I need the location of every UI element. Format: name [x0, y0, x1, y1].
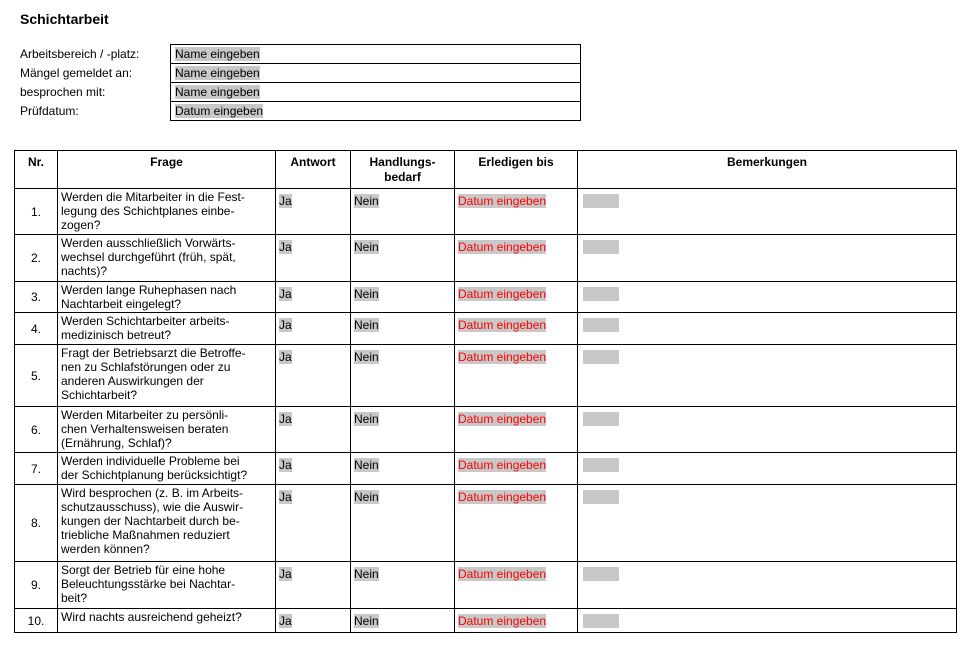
- question-text: Wird nachts ausreichend geheizt?: [58, 609, 276, 633]
- question-text: Werden Schichtarbeiter arbeits- medizinisch betreut?: [58, 313, 276, 345]
- due-date-value: Datum eingeben: [458, 240, 547, 254]
- action-needed-field[interactable]: [351, 313, 455, 345]
- action-needed-value: Nein: [354, 318, 379, 332]
- answer-value: Ja: [279, 240, 292, 254]
- row-number: 8.: [15, 485, 58, 562]
- due-date-field[interactable]: [455, 453, 578, 485]
- table-row: [15, 485, 957, 562]
- remarks-input-box[interactable]: [583, 318, 619, 332]
- remarks-field[interactable]: [578, 609, 957, 633]
- field-value: Name eingeben: [175, 85, 260, 99]
- due-date-field[interactable]: [455, 345, 578, 407]
- question-text: Werden lange Ruhephasen nach Nachtarbeit eingelegt?: [58, 282, 276, 313]
- answer-value: Ja: [279, 614, 292, 628]
- row-number: 5.: [15, 345, 58, 407]
- due-date-value: Datum eingeben: [458, 350, 547, 364]
- due-date-value: Datum eingeben: [458, 567, 547, 581]
- remarks-field[interactable]: [578, 313, 957, 345]
- action-needed-field[interactable]: [351, 485, 455, 562]
- due-date-field[interactable]: [455, 189, 578, 235]
- header-nr: Nr.: [15, 151, 58, 189]
- row-number: 2.: [15, 235, 58, 282]
- header-bemerkungen: Bemerkungen: [578, 151, 957, 189]
- table-row: [15, 609, 957, 633]
- action-needed-value: Nein: [354, 412, 379, 426]
- question-text: Sorgt der Betrieb für eine hohe Beleuchtungsstärke bei Nachtar- beit?: [58, 562, 276, 609]
- action-needed-field[interactable]: [351, 189, 455, 235]
- maengel-field[interactable]: [170, 63, 581, 82]
- remarks-field[interactable]: [578, 453, 957, 485]
- row-number: 6.: [15, 407, 58, 453]
- due-date-value: Datum eingeben: [458, 194, 547, 208]
- due-date-value: Datum eingeben: [458, 614, 547, 628]
- row-number: 4.: [15, 313, 58, 345]
- row-number: 7.: [15, 453, 58, 485]
- due-date-field[interactable]: [455, 313, 578, 345]
- action-needed-field[interactable]: [351, 407, 455, 453]
- answer-value: Ja: [279, 194, 292, 208]
- remarks-input-box[interactable]: [583, 412, 619, 426]
- due-date-field[interactable]: [455, 407, 578, 453]
- remarks-field[interactable]: [578, 562, 957, 609]
- question-text: Wird besprochen (z. B. im Arbeits- schutzausschuss), wie die Auswir- kungen der Nachtarbeit durch be- triebliche Maßnahmen reduziert werden können?: [58, 485, 276, 562]
- meta-row-pruefdatum: [20, 101, 581, 120]
- meta-label: Prüfdatum:: [20, 103, 79, 118]
- due-date-field[interactable]: [455, 282, 578, 313]
- answer-field[interactable]: [276, 407, 351, 453]
- answer-field[interactable]: [276, 453, 351, 485]
- meta-fields: [20, 44, 581, 120]
- remarks-input-box[interactable]: [583, 240, 619, 254]
- row-number: 3.: [15, 282, 58, 313]
- action-needed-value: Nein: [354, 350, 379, 364]
- action-needed-value: Nein: [354, 194, 379, 208]
- row-number: 1.: [15, 189, 58, 235]
- meta-label: besprochen mit:: [20, 84, 106, 99]
- meta-label: Mängel gemeldet an:: [20, 65, 133, 80]
- remarks-field[interactable]: [578, 345, 957, 407]
- remarks-field[interactable]: [578, 485, 957, 562]
- meta-row-besprochen: [20, 82, 581, 101]
- action-needed-field[interactable]: [351, 235, 455, 282]
- answer-value: Ja: [279, 490, 292, 504]
- page-title: Schichtarbeit: [20, 11, 109, 27]
- header-antwort: Antwort: [276, 151, 351, 189]
- answer-field[interactable]: [276, 235, 351, 282]
- remarks-input-box[interactable]: [583, 194, 619, 208]
- table-row: [15, 189, 957, 235]
- question-text: Werden ausschließlich Vorwärts- wechsel durchgeführt (früh, spät, nachts)?: [58, 235, 276, 282]
- answer-value: Ja: [279, 412, 292, 426]
- remarks-field[interactable]: [578, 235, 957, 282]
- answer-field[interactable]: [276, 485, 351, 562]
- field-value: Name eingeben: [175, 47, 260, 61]
- meta-row-maengel: [20, 63, 581, 82]
- answer-field[interactable]: [276, 189, 351, 235]
- due-date-field[interactable]: [455, 562, 578, 609]
- question-text: Werden die Mitarbeiter in die Fest- legung des Schichtplanes einbe- zogen?: [58, 189, 276, 235]
- answer-field[interactable]: [276, 562, 351, 609]
- due-date-value: Datum eingeben: [458, 490, 547, 504]
- header-frage: Frage: [58, 151, 276, 189]
- remarks-input-box[interactable]: [583, 458, 619, 472]
- answer-value: Ja: [279, 458, 292, 472]
- action-needed-value: Nein: [354, 567, 379, 581]
- table-row: [15, 313, 957, 345]
- remarks-field[interactable]: [578, 282, 957, 313]
- action-needed-field[interactable]: [351, 609, 455, 633]
- table-header-row: [15, 151, 957, 189]
- answer-field[interactable]: [276, 345, 351, 407]
- row-number: 10.: [15, 609, 58, 633]
- table-row: [15, 345, 957, 407]
- remarks-input-box[interactable]: [583, 350, 619, 364]
- question-text: Werden Mitarbeiter zu persönli- chen Verhaltensweisen beraten (Ernährung, Schlaf)?: [58, 407, 276, 453]
- remarks-field[interactable]: [578, 189, 957, 235]
- arbeitsbereich-field[interactable]: [170, 44, 581, 63]
- header-handlungsbedarf: Handlungs- bedarf: [351, 151, 455, 189]
- due-date-value: Datum eingeben: [458, 458, 547, 472]
- action-needed-value: Nein: [354, 458, 379, 472]
- due-date-value: Datum eingeben: [458, 287, 547, 301]
- action-needed-value: Nein: [354, 240, 379, 254]
- table-row: [15, 235, 957, 282]
- meta-label: Arbeitsbereich / -platz:: [20, 46, 140, 61]
- due-date-value: Datum eingeben: [458, 412, 547, 426]
- remarks-input-box[interactable]: [583, 490, 619, 504]
- action-needed-field[interactable]: [351, 345, 455, 407]
- answer-field[interactable]: [276, 282, 351, 313]
- action-needed-value: Nein: [354, 287, 379, 301]
- action-needed-field[interactable]: [351, 282, 455, 313]
- question-text: Fragt der Betriebsarzt die Betroffe- nen zu Schlafstörungen oder zu anderen Auswirkungen der Schichtarbeit?: [58, 345, 276, 407]
- due-date-field[interactable]: [455, 235, 578, 282]
- question-text: Werden individuelle Probleme bei der Schichtplanung berücksichtigt?: [58, 453, 276, 485]
- besprochen-field[interactable]: [170, 82, 581, 101]
- pruefdatum-field[interactable]: [170, 101, 581, 121]
- answer-value: Ja: [279, 318, 292, 332]
- answer-value: Ja: [279, 287, 292, 301]
- remarks-input-box[interactable]: [583, 287, 619, 301]
- table-row: [15, 282, 957, 313]
- table-row: [15, 562, 957, 609]
- due-date-field[interactable]: [455, 609, 578, 633]
- row-number: 9.: [15, 562, 58, 609]
- due-date-field[interactable]: [455, 485, 578, 562]
- due-date-value: Datum eingeben: [458, 318, 547, 332]
- remarks-input-box[interactable]: [583, 567, 619, 581]
- action-needed-value: Nein: [354, 490, 379, 504]
- field-value: Name eingeben: [175, 66, 260, 80]
- answer-value: Ja: [279, 567, 292, 581]
- answer-field[interactable]: [276, 609, 351, 633]
- answer-value: Ja: [279, 350, 292, 364]
- field-value: Datum eingeben: [175, 103, 264, 118]
- action-needed-value: Nein: [354, 614, 379, 628]
- action-needed-field[interactable]: [351, 562, 455, 609]
- remarks-field[interactable]: [578, 407, 957, 453]
- meta-row-arbeitsbereich: [20, 44, 581, 63]
- remarks-input-box[interactable]: [583, 614, 619, 628]
- table-row: [15, 407, 957, 453]
- action-needed-field[interactable]: [351, 453, 455, 485]
- answer-field[interactable]: [276, 313, 351, 345]
- checklist-table: [14, 150, 957, 633]
- table-row: [15, 453, 957, 485]
- header-erledigen-bis: Erledigen bis: [455, 151, 578, 189]
